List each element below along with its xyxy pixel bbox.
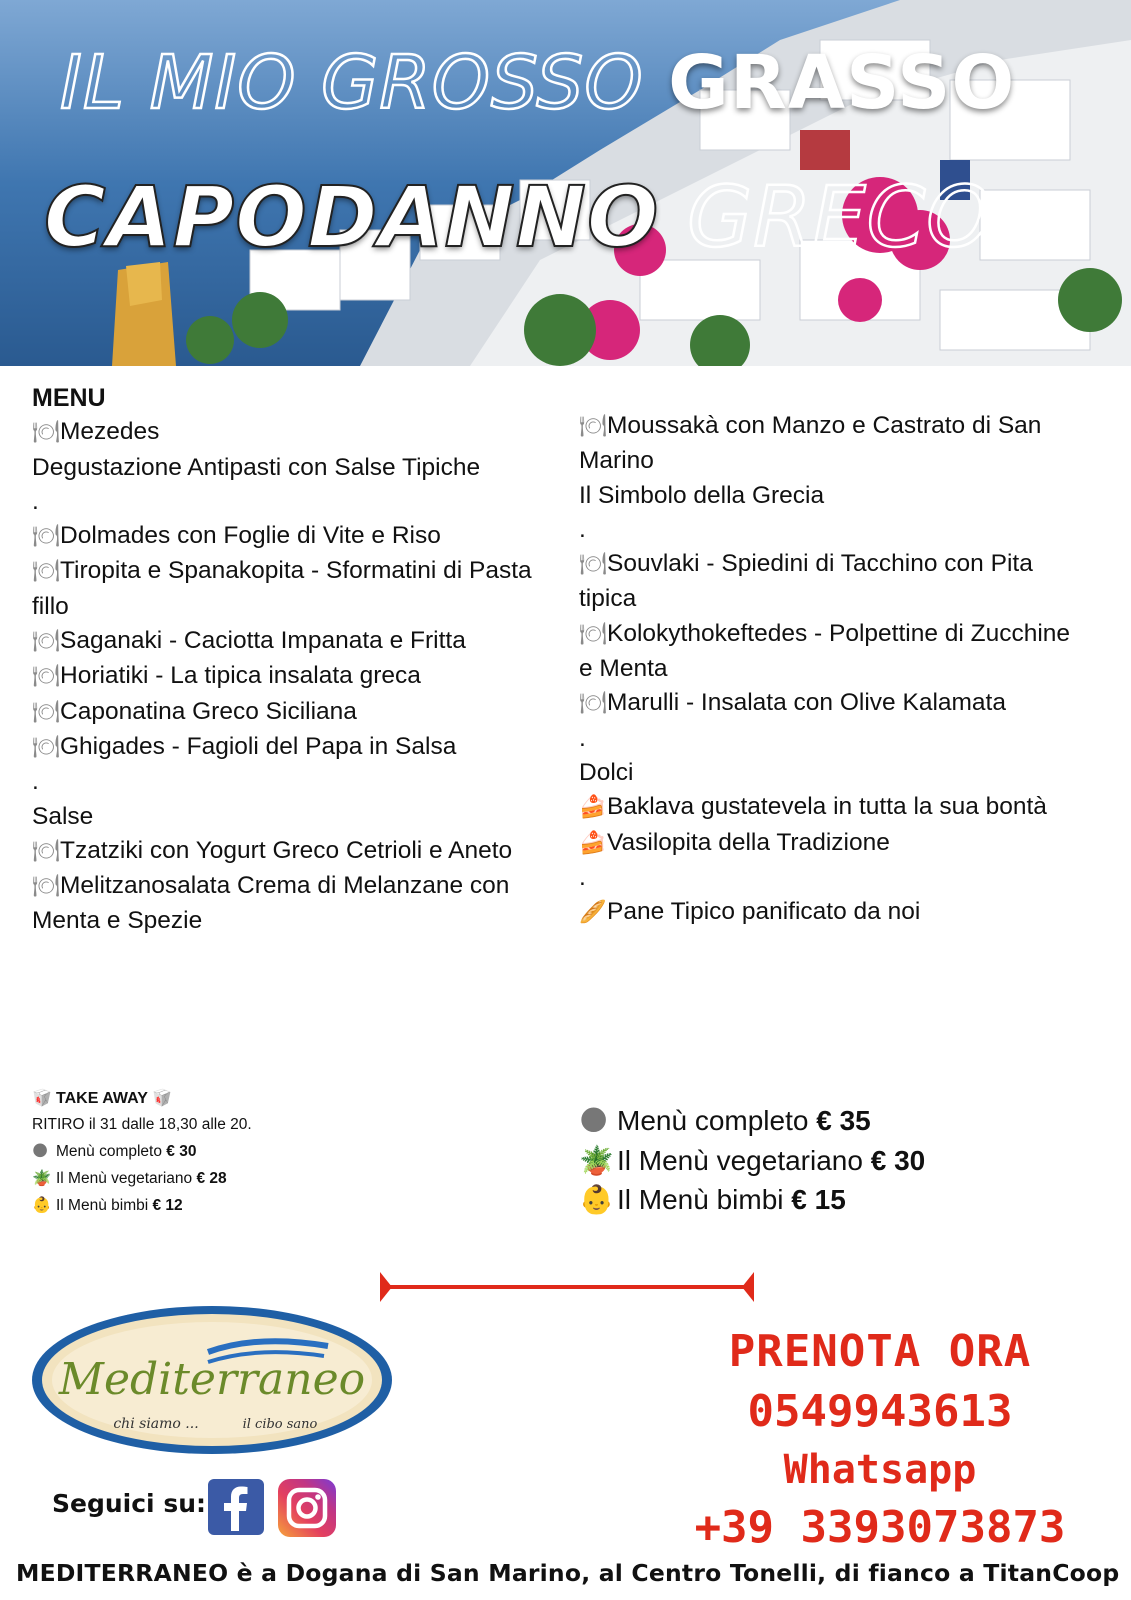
menu-item: 🍽Melitzanosalata Crema di Melanzane con Menta e Spezie bbox=[32, 872, 510, 935]
booking-block bbox=[690, 1322, 1070, 1558]
potted-plant-icon: 🪴 bbox=[579, 1143, 614, 1177]
takeout-box-icon: 🥡 bbox=[152, 1088, 172, 1107]
hero-title-line-2 bbox=[44, 168, 1131, 266]
facebook-icon[interactable] bbox=[208, 1479, 264, 1535]
hero-banner bbox=[0, 0, 1131, 366]
takeaway-price-veg: 🪴 Il Menù vegetariano € 28 bbox=[32, 1165, 392, 1192]
menu-item: 🍽Tiropita e Spanakopita - Sformatini di Pasta fillo bbox=[32, 557, 532, 620]
menu-heading: MENU bbox=[32, 384, 106, 412]
menu-item: 🍽Mezedes bbox=[32, 415, 537, 450]
takeaway-box bbox=[32, 1085, 392, 1219]
plate-icon: 🍽 bbox=[579, 621, 607, 647]
price-veg: 🪴 Il Menù vegetariano € 30 bbox=[579, 1141, 1079, 1181]
menu-item: 🍽Dolmades con Foglie di Vite e Riso bbox=[32, 519, 537, 554]
menu-item: 🍽Marulli - Insalata con Olive Kalamata bbox=[579, 686, 1079, 721]
menu-item: 🥖Pane Tipico panificato da noi bbox=[579, 895, 1079, 930]
potted-plant-icon: 🪴 bbox=[32, 1169, 52, 1187]
bread-icon: 🥖 bbox=[579, 900, 607, 926]
menu-item: 🍽Kolokythokeftedes - Polpettine di Zucchine e Menta bbox=[579, 619, 1071, 683]
plate-icon: 🍽 bbox=[579, 414, 607, 439]
separator-dot: . bbox=[579, 515, 586, 543]
plate-icon: 🍽 bbox=[32, 838, 60, 864]
whatsapp-label: Whatsapp bbox=[783, 1447, 977, 1493]
plate-icon: 🍽 bbox=[32, 524, 60, 550]
separator-dot: . bbox=[579, 863, 586, 891]
section-heading-dolci: Dolci bbox=[579, 758, 634, 786]
plate-icon: 🍽 bbox=[32, 874, 60, 900]
plate-icon: 🍽 bbox=[32, 559, 60, 585]
section-heading-salse: Salse bbox=[32, 802, 94, 830]
takeout-box-icon: 🥡 bbox=[32, 1088, 52, 1107]
separator-dot: . bbox=[32, 487, 39, 515]
menu-right-column bbox=[579, 409, 1079, 930]
price-kids: 👶 Il Menù bimbi € 15 bbox=[579, 1180, 1079, 1220]
plate-icon: 🍽 bbox=[32, 629, 60, 655]
red-divider bbox=[380, 1270, 754, 1304]
booking-phone[interactable]: 0549943613 bbox=[747, 1386, 1013, 1437]
menu-item-description: Il Simbolo della Grecia bbox=[579, 481, 825, 509]
footer-address: MEDITERRANEO è a Dogana di San Marino, al Centro Tonelli, di fianco a TitanCoop bbox=[16, 1559, 1120, 1587]
takeaway-price-full: 🌑 Menù completo € 30 bbox=[32, 1138, 392, 1165]
instagram-icon[interactable] bbox=[278, 1479, 336, 1537]
moon-icon: 🌑 bbox=[32, 1142, 49, 1160]
hero-title-thin-1: IL MIO GROSSO bbox=[60, 40, 644, 126]
takeaway-title: 🥡 TAKE AWAY 🥡 bbox=[32, 1085, 392, 1112]
menu-item: 🍽Moussakà con Manzo e Castrato di San Marino bbox=[579, 412, 1042, 475]
plate-icon: 🍽 bbox=[32, 734, 60, 760]
whatsapp-number[interactable]: +39 3393073873 bbox=[694, 1502, 1066, 1553]
mediterraneo-logo bbox=[28, 1300, 396, 1456]
plate-icon: 🍽 bbox=[32, 699, 60, 725]
takeaway-pickup: RITIRO il 31 dalle 18,30 alle 20. bbox=[32, 1116, 252, 1133]
logo-tagline-left: chi siamo ... bbox=[113, 1416, 199, 1432]
follow-label: Seguici su: bbox=[52, 1489, 206, 1518]
menu-item: 🍽Souvlaki - Spiedini di Tacchino con Pita tipica bbox=[579, 550, 1033, 613]
separator-dot: . bbox=[579, 724, 586, 752]
booking-cta: PRENOTA ORA bbox=[728, 1326, 1032, 1377]
price-full: 🌑 Menù completo € 35 bbox=[579, 1101, 1079, 1141]
cake-icon: 🍰 bbox=[579, 795, 607, 821]
plate-icon: 🍽 bbox=[579, 552, 607, 578]
hero-title-bold-2: CAPODANNO bbox=[44, 168, 660, 266]
plate-icon: 🍽 bbox=[32, 420, 60, 446]
hero-title-thin-2: GRECO bbox=[687, 168, 994, 266]
price-list bbox=[579, 1101, 1079, 1220]
hero-title-bold-1: GRASSO bbox=[668, 40, 1016, 126]
separator-dot: . bbox=[32, 768, 39, 796]
hero-title-line-1 bbox=[60, 40, 1131, 126]
menu-item: 🍰Baklava gustatevela in tutta la sua bontà bbox=[579, 790, 1079, 825]
takeaway-price-kids: 👶 Il Menù bimbi € 12 bbox=[32, 1192, 392, 1219]
moon-icon: 🌑 bbox=[579, 1104, 609, 1137]
baby-icon: 👶 bbox=[32, 1196, 52, 1214]
menu-item: 🍽Ghigades - Fagioli del Papa in Salsa bbox=[32, 730, 537, 765]
menu-left-column bbox=[32, 381, 537, 939]
menu-item: 🍽Tzatziki con Yogurt Greco Cetrioli e Aneto bbox=[32, 834, 537, 869]
baby-icon: 👶 bbox=[579, 1183, 614, 1216]
plate-icon: 🍽 bbox=[579, 691, 607, 717]
menu-item: 🍽Caponatina Greco Siciliana bbox=[32, 695, 537, 730]
menu-item: 🍰Vasilopita della Tradizione bbox=[579, 826, 1079, 861]
menu-item: 🍽Saganaki - Caciotta Impanata e Fritta bbox=[32, 624, 537, 659]
plate-icon: 🍽 bbox=[32, 664, 60, 690]
cake-icon: 🍰 bbox=[579, 830, 607, 856]
logo-tagline-right: il cibo sano bbox=[242, 1417, 318, 1432]
menu-item-description: Degustazione Antipasti con Salse Tipiche bbox=[32, 453, 481, 481]
logo-name: Mediterraneo bbox=[58, 1354, 366, 1405]
menu-item: 🍽Horiatiki - La tipica insalata greca bbox=[32, 659, 537, 694]
